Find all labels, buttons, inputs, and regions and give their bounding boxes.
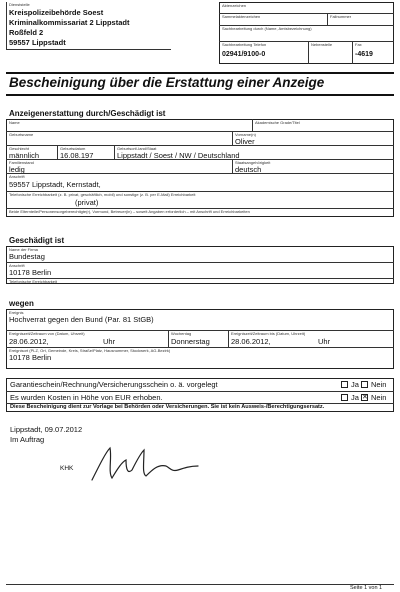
authority-department: Kriminalkommissariat 2 Lippstadt [9,18,130,27]
document-title: Bescheinigung über die Erstattung einer Anzeige [9,75,325,90]
birth-place-value: Lippstadt / Soest / NW / Deutschland [117,151,240,160]
weekday-value: Donnerstag [171,337,210,346]
sachbearbeitung-label: Sachbearbeitung durch (Name, Amtsbezeichnung) [222,26,312,31]
marital-status-value: ledig [9,165,25,174]
rule [6,278,394,279]
fallnummer-label: Fallnummer [330,14,352,19]
event-value: Hochverrat gegen den Bund (Par. 81 StGB) [9,315,154,324]
birth-place-label: Geburtsort/-land/Staat [117,146,157,151]
rule [228,330,229,347]
costs-yes-label: Ja [351,393,359,402]
nationality-value: deutsch [235,165,262,174]
rule [327,13,328,25]
title-rule-bottom [6,94,394,96]
rule [6,159,394,160]
gender-label: Geschlecht [9,146,30,151]
name-label: Name [9,120,20,125]
rule [252,119,253,131]
time-from-value: 28.06.2012, [9,337,49,346]
section-heading-reason: wegen [9,299,34,308]
authority-rule [6,49,171,50]
section-heading-reporter: Anzeigenerstattung durch/Geschädigt ist [9,109,166,118]
event-label: Ereignis [9,310,24,315]
time-to-label: Ereigniszeit/Zeitraum bis (Datum, Uhrzeit) [231,331,306,336]
nationality-label: Staatsangehörigkeit [235,160,271,165]
marital-status-label: Familienstand [9,160,34,165]
rule [6,131,394,132]
telefon-label: Sachbearbeitung Telefon [222,42,267,47]
rule [352,41,353,64]
footer-rule [6,584,394,585]
sammelaktenzeichen-label: Sammelaktenzeichen [222,14,261,19]
rule [6,173,394,174]
telefon-value: 02941/9100-0 [222,51,266,58]
weekday-label: Wochentag [171,331,192,336]
phone-label: Telefonische Erreichbarkeit (z. B. privat, geschäftlich, mobil) und sonstige (z. B. per E-Mail) Erreichbarkeit [9,192,196,197]
company-label: Name der Firma [9,247,38,252]
costs-no-checkbox[interactable]: ✕ [362,394,368,401]
rule [232,131,233,145]
rule [168,330,169,347]
gender-value: männlich [9,151,40,160]
birth-date-value: 16.08.197 [60,151,94,160]
birth-date-label: Geburtsdatum [60,146,86,151]
authority-caption: Dienststelle [9,2,30,7]
injured-address-label: Anschrift [9,263,25,268]
aktenzeichen-label: Aktenzeichen [222,3,247,8]
location-value: 10178 Berlin [9,353,52,362]
first-name-label: Vorname(n) [235,132,256,137]
title-rule-top [6,72,394,74]
page-number: Seite 1 von 1 [350,585,383,591]
rule [114,145,115,159]
costs-yes-checkbox[interactable] [341,394,348,401]
address-label: Anschrift [9,174,25,179]
rank-initials: KHK [60,465,74,472]
place-date: Lippstadt, 09.07.2012 [10,425,83,434]
guardian-label: Beide Elternteile/Personensorgeberechtigte(r), Vormund, Betreuer(in) – soweit Angaben erforderlich – mit Anschrift und Erreichbarkeiten [9,209,250,214]
first-name-value: Oliver [235,137,255,146]
guarantee-no-label: Nein [371,380,387,389]
section-heading-injured: Geschädigt ist [9,236,65,245]
nebenstelle-label: Nebenstelle [311,42,333,47]
injured-phone-label: Telefonische Erreichbarkeit [9,279,58,284]
rule [308,41,309,64]
time-to-uhr: Uhr [318,337,331,346]
company-value: Bundestag [9,252,45,261]
rule [232,159,233,173]
rule [57,145,58,159]
phone-value: (privat) [75,198,99,207]
costs-text: Es wurden Kosten in Höhe von EUR erhoben. [10,393,163,402]
rule [6,391,394,392]
time-from-label: Ereigniszeit/Zeitraum von (Datum, Uhrzeit) [9,331,85,336]
fax-value: -4619 [355,51,373,58]
notice-text: Diese Bescheinigung dient zur Vorlage bei Behörden oder Versicherungen. Sie ist kein Ausweis-/Berechtigungsersatz. [10,404,325,410]
authority-name: Kreispolizeibehörde Soest [9,8,104,17]
address-value: 59557 Lippstadt, Kernstadt, [9,180,101,189]
location-label: Ereignisort (PLZ, Ort, Gemeinde, Kreis, Straße/Platz, Hausnummer, Stockwerk, AG-Bezirk) [9,348,171,353]
handwritten-signature [88,444,208,486]
costs-no-label: Nein [371,393,387,402]
reporter-table [6,119,394,217]
birth-name-label: Geburtsname [9,132,34,137]
guarantee-no-checkbox[interactable] [361,381,368,388]
rule [6,262,394,263]
time-from-uhr: Uhr [103,337,116,346]
guarantee-yes-label: Ja [351,380,359,389]
guarantee-text: Garantieschein/Rechnung/Versicherungsschein o. ä. vorgelegt [10,380,218,389]
authority-city: 59557 Lippstadt [9,38,66,47]
time-to-value: 28.06.2012, [231,337,271,346]
injured-address-value: 10178 Berlin [9,268,52,277]
authority-street: Roßfeld 2 [9,28,44,37]
on-behalf: Im Auftrag [10,435,45,444]
guarantee-yes-checkbox[interactable] [341,381,348,388]
academic-title-label: Akademische Grade/Titel [255,120,300,125]
authority-bracket [6,2,7,49]
fax-label: Fax [355,42,362,47]
